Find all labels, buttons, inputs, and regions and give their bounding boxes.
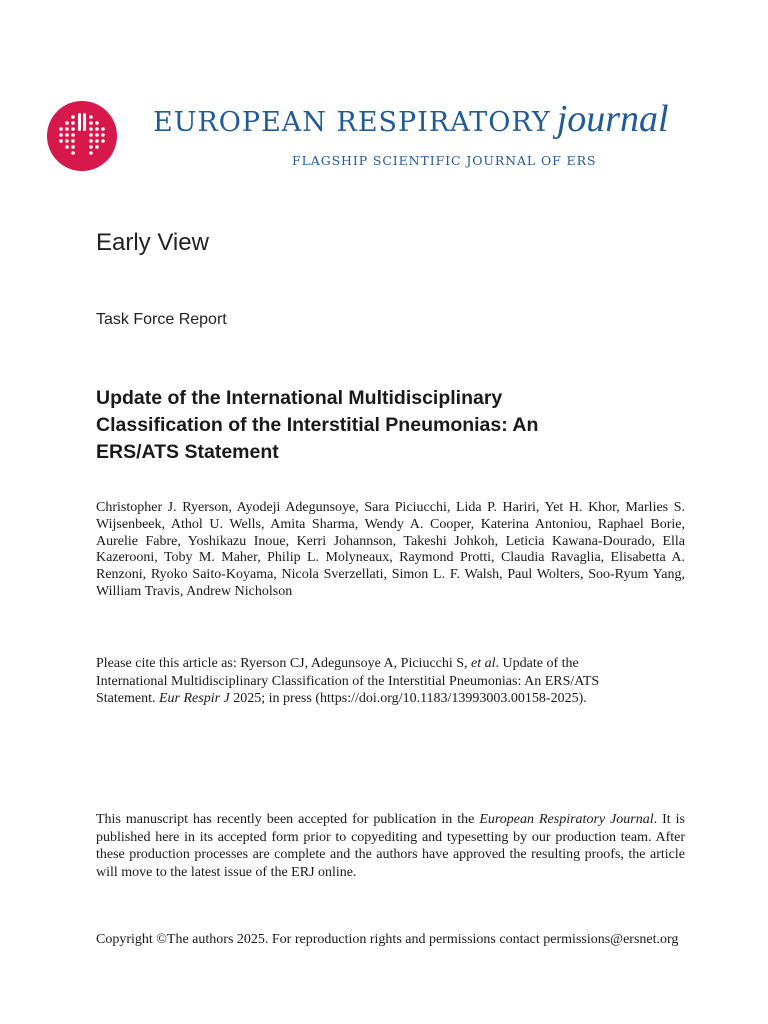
- citation-journal: Eur Respir J: [159, 691, 230, 706]
- article-type: Task Force Report: [96, 311, 227, 328]
- ers-logo: [47, 101, 117, 171]
- notice-journal: European Respiratory Journal: [479, 812, 654, 827]
- acceptance-notice: [96, 811, 685, 881]
- author-list: Christopher J. Ryerson, Ayodeji Adegunsoye, Sara Piciucchi, Lida P. Hariri, Yet H. Khor, Marlies S. Wijsenbeek, Athol U. Wells, Amita Sharma, Wendy A. Cooper, Katerina Antoniou, Raphael Borie, Aurelie Fabre, Yoshikazu Inoue, Kerri Johannson, Takeshi Johkoh, Leticia Kawana-Dourado, Ella Kazerooni, Toby M. Maher, Philip L. Molyneaux, Raymond Protti, Claudia Ravaglia, Elisabetta A. Renzoni, Ryoko Saito-Koyama, Nicola Sverzellati, Simon L. F. Walsh, Paul Wolters, Soo-Ryum Yang, William Travis, Andrew Nicholson: [96, 500, 685, 599]
- citation-block: [96, 655, 616, 708]
- journal-tagline: FLAGSHIP SCIENTIFIC JOURNAL OF ERS: [292, 153, 597, 168]
- journal-name-italic: journal: [556, 98, 669, 140]
- journal-name-caps: EUROPEAN RESPIRATORY: [153, 107, 551, 138]
- section-label: Early View: [96, 229, 209, 256]
- article-title: Update of the International Multidisciplinary Classification of the Interstitial Pneumonias: An ERS/ATS Statement: [96, 387, 539, 463]
- notice-suffix: . It is published here in its accepted form prior to copyediting and typesetting by our production team. After these production processes are complete and the authors have approved the resulting proofs, the article will move to the latest issue of the ERJ online.: [96, 812, 685, 880]
- citation-prefix: Please cite this article as: Ryerson CJ, Adegunsoye A, Piciucchi S,: [96, 656, 472, 671]
- citation-etal: et al: [471, 656, 496, 671]
- citation-suffix: 2025; in press (https://doi.org/10.1183/13993003.00158-2025).: [229, 691, 587, 706]
- notice-prefix: This manuscript has recently been accepted for publication in the: [96, 812, 480, 827]
- journal-name: [153, 97, 669, 141]
- copyright-line: Copyright ©The authors 2025. For reproduction rights and permissions contact permissions@ersnet.org: [96, 932, 679, 947]
- citation-middle: . Update of the International Multidisciplinary Classification of the Interstitial Pneumonias: An ERS/ATS Statement.: [96, 656, 600, 706]
